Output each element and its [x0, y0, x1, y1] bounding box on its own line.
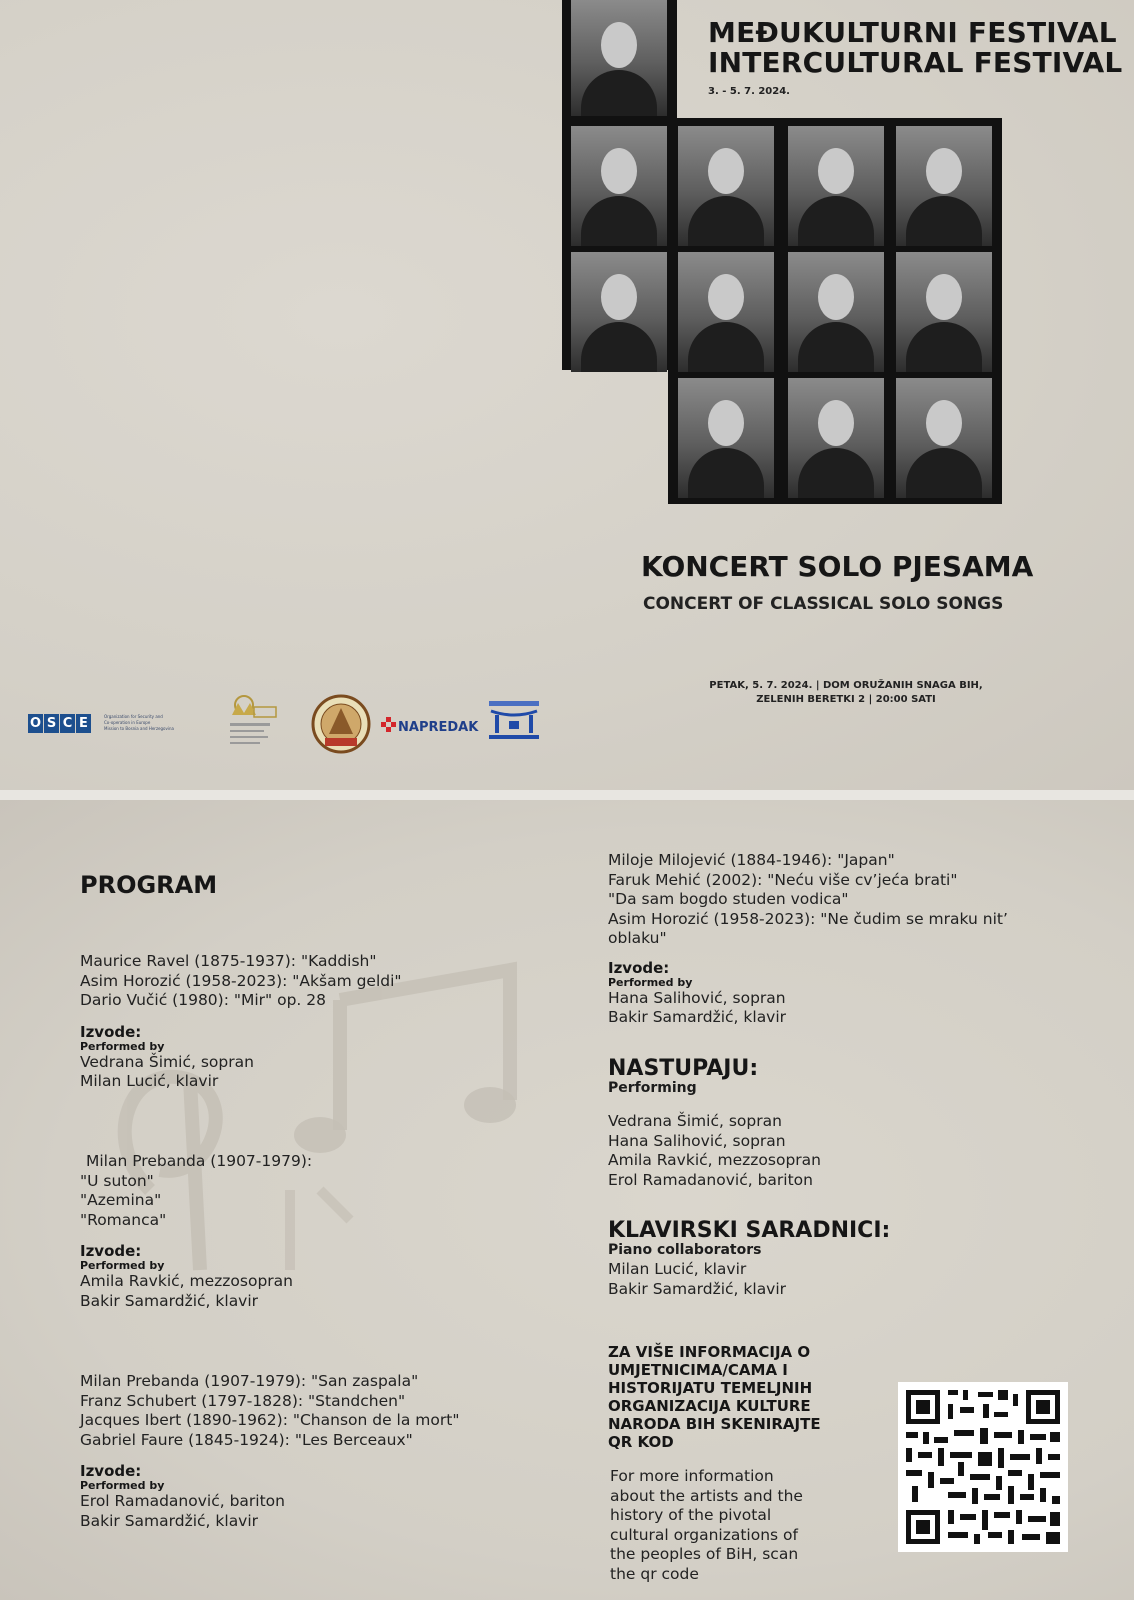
- program-piece: Asim Horozić (1958-2023): "Akšam geldi": [80, 971, 402, 990]
- performer: Erol Ramadanović, bariton: [608, 1170, 813, 1189]
- performer: Vedrana Šimić, sopran: [80, 1052, 254, 1071]
- qr-info-english: [610, 1467, 803, 1584]
- performer: Vedrana Šimić, sopran: [608, 1112, 782, 1130]
- venue-line-1: PETAK, 5. 7. 2024. | DOM ORUŽANIH SNAGA BIH,: [709, 680, 983, 691]
- program-block-3: [80, 1372, 459, 1531]
- performer: Hana Salihović, sopran: [608, 988, 786, 1007]
- performer: Bakir Samardžić, klavir: [608, 1008, 787, 1026]
- performer: Erol Ramadanović, bariton: [80, 1492, 285, 1510]
- prosvjeta-logo: [309, 694, 373, 758]
- performer: Hana Salihović, sopran: [608, 1131, 786, 1150]
- performed-by-label: Performed by: [80, 1039, 165, 1053]
- qr-english-line: the qr code: [610, 1564, 699, 1583]
- program-block-4: [608, 851, 1008, 1028]
- program-piece: "Romanca": [80, 1210, 167, 1229]
- program-piece: Faruk Mehić (2002): "Neću više cv’jeća brati": [608, 870, 958, 889]
- concert-title-en: CONCERT OF CLASSICAL SOLO SONGS: [643, 594, 1004, 614]
- qr-english-line: history of the pivotal: [610, 1506, 772, 1524]
- qr-heading-line: HISTORIJATU TEMELJNIH: [608, 1379, 813, 1397]
- program-piece: Jacques Ibert (1890-1962): "Chanson de la mort": [80, 1411, 460, 1429]
- nastupaju-subheading: Performing: [608, 1079, 697, 1096]
- program-piece: Maurice Ravel (1875-1937): "Kaddish": [80, 952, 377, 970]
- osce-text-line: Mission to Bosnia and Herzegovina: [104, 726, 174, 731]
- composer-portrait: [571, 126, 667, 246]
- composer-portrait: [571, 0, 667, 116]
- qr-english-line: about the artists and the: [610, 1486, 803, 1505]
- napredak-logo-text: NAPREDAK: [398, 720, 479, 735]
- qr-heading-line: ZA VIŠE INFORMACIJA O: [608, 1343, 811, 1361]
- nastupaju-section: [608, 1056, 821, 1190]
- composer-portrait: [896, 378, 992, 498]
- program-piece: Miloje Milojević (1884-1946): "Japan": [608, 851, 895, 869]
- performed-by-label: Performed by: [608, 975, 693, 989]
- composer-portrait: [896, 126, 992, 246]
- performer: Amila Ravkić, mezzosopran: [608, 1151, 821, 1169]
- osce-letter: C: [60, 714, 75, 733]
- page-divider: [0, 790, 1134, 800]
- qr-heading-line: QR KOD: [608, 1433, 674, 1451]
- program-piece: "Azemina": [80, 1191, 162, 1209]
- program-piece: Franz Schubert (1797-1828): "Standchen": [80, 1391, 406, 1410]
- piano-collaborators-section: [608, 1218, 891, 1299]
- benevolencija-logo: [485, 699, 543, 743]
- osce-text-line: Organization for Security and: [104, 714, 163, 719]
- performed-by-label: Performed by: [80, 1259, 165, 1272]
- program-heading: PROGRAM: [80, 871, 218, 899]
- performed-by-label: Performed by: [80, 1479, 165, 1492]
- program-piece: oblaku": [608, 929, 667, 947]
- osce-letter: E: [76, 714, 91, 733]
- program-piece: Gabriel Faure (1845-1924): "Les Berceaux": [80, 1430, 413, 1449]
- program-piece: Dario Vučić (1980): "Mir" op. 28: [80, 991, 327, 1009]
- qr-code[interactable]: [898, 1382, 1068, 1552]
- osce-letter: S: [44, 714, 59, 733]
- program-piece: "Da sam bogdo studen vodica": [608, 890, 849, 908]
- qr-english-line: the peoples of BiH, scan: [610, 1545, 799, 1563]
- izvode-label: Izvode:: [608, 958, 670, 977]
- composer-portrait: [788, 378, 884, 498]
- festival-title: [708, 18, 1122, 78]
- performer: Bakir Samardžić, klavir: [80, 1291, 259, 1310]
- osce-text-line: Co-operation in Europe: [104, 720, 151, 725]
- program-piece: Milan Prebanda (1907-1979): "San zaspala": [80, 1372, 419, 1390]
- composer-portrait: [571, 252, 667, 372]
- composer-portrait: [678, 378, 774, 498]
- program-block-1: [80, 952, 402, 1092]
- osce-logo-text: [104, 714, 214, 732]
- venue-line-2: ZELENIH BERETKI 2 | 20:00 SATI: [756, 694, 936, 705]
- program-piece: "U suton": [80, 1171, 154, 1190]
- program-piece: Asim Horozić (1958-2023): "Ne čudim se mraku nit’: [608, 909, 1008, 928]
- composer-portrait: [678, 252, 774, 372]
- composer-portrait: [788, 126, 884, 246]
- qr-english-line: For more information: [610, 1467, 774, 1485]
- composer-portrait: [896, 252, 992, 372]
- izvode-label: Izvode:: [80, 1242, 142, 1260]
- qr-heading-line: NARODA BIH SKENIRAJTE: [608, 1415, 821, 1433]
- qr-heading-line: ORGANIZACIJA KULTURE: [608, 1397, 811, 1415]
- qr-english-line: cultural organizations of: [610, 1525, 798, 1544]
- osce-letter: O: [29, 716, 42, 731]
- performer: Bakir Samardžić, klavir: [80, 1511, 259, 1530]
- concert-title: KONCERT SOLO PJESAMA: [641, 550, 1034, 583]
- festival-title-bs: MEĐUKULTURNI FESTIVAL: [708, 16, 1117, 49]
- festival-dates: 3. - 5. 7. 2024.: [708, 86, 790, 97]
- nastupaju-heading: NASTUPAJU:: [608, 1056, 759, 1081]
- performer: Milan Lucić, klavir: [80, 1072, 219, 1090]
- klavirski-subheading: Piano collaborators: [608, 1241, 762, 1258]
- festival-title-en: INTERCULTURAL FESTIVAL: [708, 46, 1123, 79]
- osce-logo: [28, 714, 92, 733]
- klavirski-heading: KLAVIRSKI SARADNICI:: [608, 1218, 891, 1243]
- cover-panel: [0, 0, 1134, 790]
- program-composer: Milan Prebanda (1907-1979):: [86, 1152, 313, 1170]
- izvode-label: Izvode:: [80, 1022, 142, 1041]
- crown-logo: [224, 693, 284, 759]
- composer-portrait: [678, 126, 774, 246]
- napredak-logo: [381, 714, 481, 736]
- program-block-2: [80, 1152, 312, 1311]
- performer: Amila Ravkić, mezzosopran: [80, 1272, 293, 1290]
- venue-info: [690, 679, 1002, 707]
- qr-heading-line: UMJETNICIMA/CAMA I: [608, 1361, 788, 1379]
- izvode-label: Izvode:: [80, 1462, 142, 1480]
- performer: Bakir Samardžić, klavir: [608, 1279, 787, 1298]
- qr-info-heading: [608, 1343, 821, 1451]
- performer: Milan Lucić, klavir: [608, 1260, 747, 1278]
- composer-portrait: [788, 252, 884, 372]
